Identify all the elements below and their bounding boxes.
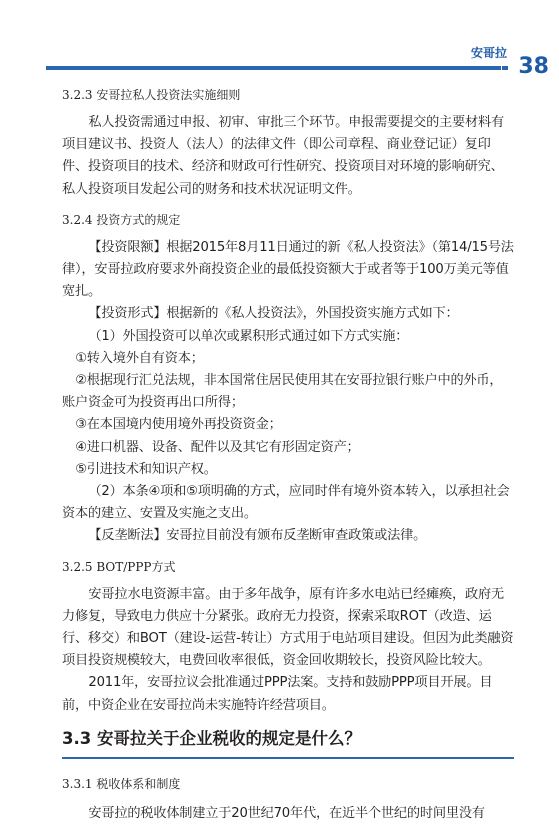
header-rule-end bbox=[502, 66, 508, 70]
paragraph: 安哥拉水电资源丰富。由于多年战争，原有许多水电站已经瘫痪，政府无力修复，导致电力供应十分紧张。政府无力投资，探索采取ROT（改造、运行、移交）和BOT（建设-运营-转让）方式用于电站项目建设。但因为此类融资项目投资规模较大，电费回收率很低，资金回收期较长，投资风险比较大。 bbox=[62, 586, 514, 669]
paragraph: 2011年，安哥拉议会批准通过PPP法案。支持和鼓励PPP项目开展。目前，中资企业在安哥拉尚未实施特许经营项目。 bbox=[62, 675, 493, 713]
section-3-2-5 bbox=[62, 556, 514, 717]
section-heading: 3.2.5 BOT/PPP方式 bbox=[62, 559, 176, 574]
running-header-title: 安哥拉 bbox=[470, 46, 507, 60]
paragraph: （2）本条④项和⑤项明确的方式，应同时伴有境外资本转入，以承担社会资本的建立、安置及实施之支出。 bbox=[62, 484, 510, 522]
page-body bbox=[62, 84, 514, 825]
paragraph-antitrust: 【反垄断法】安哥拉目前没有颁布反垄断审查政策或法律。 bbox=[88, 528, 427, 544]
section-3-3-1 bbox=[62, 773, 514, 825]
paragraph-investment-form: 【投资形式】根据新的《私人投资法》，外国投资实施方式如下： bbox=[88, 306, 459, 322]
paragraph-investment-limit: 【投资限额】根据2015年8月11日通过的新《私人投资法》（第14/15号法律），安哥拉政府要求外商投资企业的最低投资额大于或者等于100万美元等值宽扎。 bbox=[62, 239, 514, 300]
list-intro: （1）外国投资可以单次或累积形式通过如下方式实施： bbox=[88, 328, 409, 344]
list-item: ①转入境外自有资本； bbox=[75, 350, 204, 366]
section-divider bbox=[62, 757, 514, 759]
paragraph: 安哥拉的税收体制建立于20世纪70年代，在近半个世纪的时间里没有 bbox=[88, 805, 485, 821]
list-item: ④进口机器、设备、配件以及其它有形固定资产； bbox=[75, 439, 360, 455]
list-item: ②根据现行汇兑法规，非本国常住居民使用其在安哥拉银行账户中的外币，账户资金可为投资再出口所得； bbox=[62, 373, 503, 411]
section-heading-major: 3.3 安哥拉关于企业税收的规定是什么？ bbox=[62, 728, 361, 748]
paragraph: 私人投资需通过申报、初审、审批三个环节。申报需要提交的主要材料有项目建议书、投资人（法人）的法律文件（即公司章程、商业登记证）复印件、投资项目的技术、经济和财政可行性研究、投资项目对环境的影响研究、私人投资项目发起公司的财务和技术状况证明文件。 bbox=[62, 115, 504, 197]
section-3-2-3 bbox=[62, 84, 514, 201]
page-header bbox=[0, 0, 559, 80]
section-heading: 3.2.3 安哥拉私人投资法实施细则 bbox=[62, 88, 241, 102]
list-item: ③在本国境内使用境外再投资资金； bbox=[75, 417, 282, 433]
page-number: 38 bbox=[518, 54, 549, 79]
header-rule bbox=[46, 66, 501, 70]
list-item: ⑤引进技术和知识产权。 bbox=[75, 461, 217, 477]
section-3-2-4 bbox=[62, 209, 514, 548]
section-3-3 bbox=[62, 727, 514, 759]
section-heading: 3.2.4 投资方式的规定 bbox=[62, 212, 181, 227]
section-heading: 3.3.1 税收体系和制度 bbox=[62, 776, 181, 791]
